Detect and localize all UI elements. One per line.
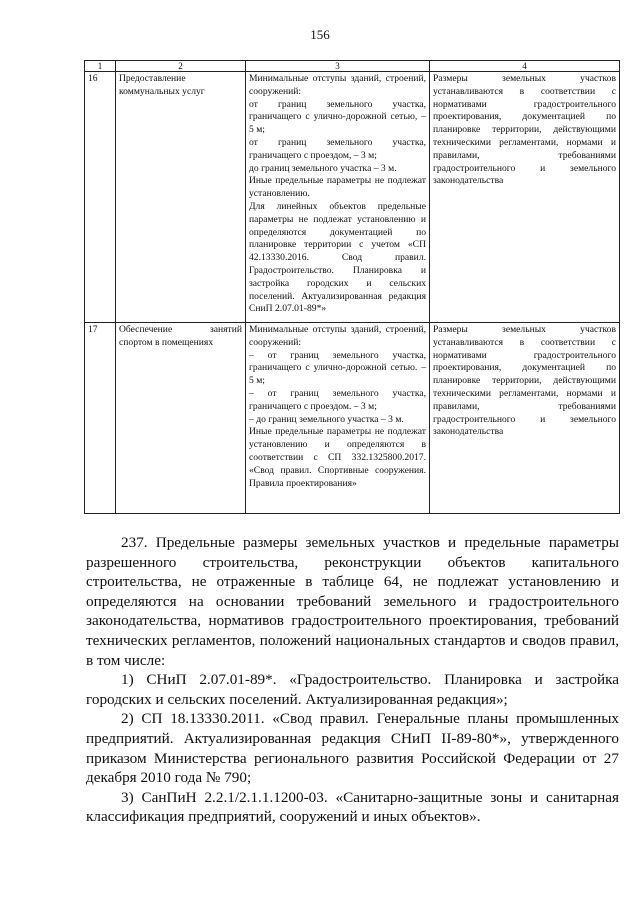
parameter-line: – от границ земельного участка, граничащего с улично-дорожной сетью. – 5 м; bbox=[249, 349, 426, 387]
regulation-table bbox=[84, 60, 620, 514]
header-cell: 1 bbox=[85, 61, 116, 72]
use-type-name: Предоставление коммунальных услуг bbox=[116, 72, 246, 323]
parameter-line: Для линейных объектов предельные параметры не подлежат установлению и определяются документацией по планировке территории с учетом «СП 42.13330.2016. Свод правил. Градостроительство. Планировка и застройка городских и сельских поселений. Актуализированная редакция СниП 2.07.01-89*» bbox=[249, 200, 426, 315]
header-cell: 2 bbox=[116, 61, 246, 72]
parameter-line: Минимальные отступы зданий, строений, сооружений: bbox=[249, 324, 426, 348]
parameter-line: Иные предельные параметры не подлежат установлению и определяются в соответствии с СП 332.1325800.2017. «Свод правил. Спортивные сооружения. Правила проектирования» bbox=[249, 426, 426, 489]
list-item: 1) СНиП 2.07.01-89*. «Градостроительство. Планировка и застройка городских и сельских поселений. Актуализированная редакция»; bbox=[86, 671, 619, 708]
parameter-line: от границ земельного участка, граничащего с улично-дорожной сетью, – 5 м; bbox=[249, 98, 426, 136]
parameter-line: – до границ земельного участка – 3 м. bbox=[249, 413, 404, 425]
list-item: 2) СП 18.13330.2011. «Свод правил. Генеральные планы промышленных предприятий. Актуализированная редакция СНиП II-89-80*», утвержденного приказом Министерства регионального развития Российской Федерации от 27 декабря 2010 года № 790; bbox=[86, 710, 619, 787]
row-number: 16 bbox=[85, 72, 116, 323]
table-row bbox=[85, 323, 620, 514]
header-cell: 3 bbox=[246, 61, 430, 72]
table-header-row bbox=[85, 61, 620, 72]
parameter-line: Минимальные отступы зданий, строений, сооружений: bbox=[249, 73, 426, 97]
parameter-line: от границ земельного участка, граничащего с проездом, – 3 м; bbox=[249, 136, 426, 161]
page-number: 156 bbox=[310, 27, 330, 42]
body-text bbox=[86, 533, 619, 827]
plot-size-cell: Размеры земельных участков устанавливаются в соответствии с нормативами градостроительного проектирования, документацией по планировке территории, действующими техническими регламентами, нормами и правилами, требованиями градостроительного и земельного законодательства bbox=[430, 72, 620, 323]
plot-size-cell: Размеры земельных участков устанавливаются в соответствии с нормативами градостроительного проектирования, документацией по планировке территории, действующими техническими регламентами, нормами и правилами, требованиями градостроительного и земельного законодательства bbox=[430, 323, 620, 514]
parameter-line: Иные предельные параметры не подлежат установлению. bbox=[249, 175, 426, 200]
parameter-line: до границ земельного участка – 3 м. bbox=[249, 162, 397, 174]
parameters-cell bbox=[246, 323, 430, 514]
table-row bbox=[85, 72, 620, 323]
header-cell: 4 bbox=[430, 61, 620, 72]
row-number: 17 bbox=[85, 323, 116, 514]
parameter-line: – от границ земельного участка, граничащего с проездом. – 3 м; bbox=[249, 387, 426, 412]
list-item: 3) СанПиН 2.2.1/2.1.1.1200-03. «Санитарно-защитные зоны и санитарная классификация предприятий, сооружений и иных объектов». bbox=[86, 788, 619, 826]
parameters-cell bbox=[246, 72, 430, 323]
use-type-name: Обеспечение занятий спортом в помещениях bbox=[116, 323, 246, 514]
paragraph-237: 237. Предельные размеры земельных участков и предельные параметры разрешенного строительства, реконструкции объектов капитального строительства, не отраженные в таблице 64, не подлежат установлению и определяются на основании требований земельного и градостроительного законодательства, нормативов градостроительного проектирования, требований технических регламентов, положений национальных стандартов и сводов правил, в том числе: bbox=[86, 534, 619, 669]
